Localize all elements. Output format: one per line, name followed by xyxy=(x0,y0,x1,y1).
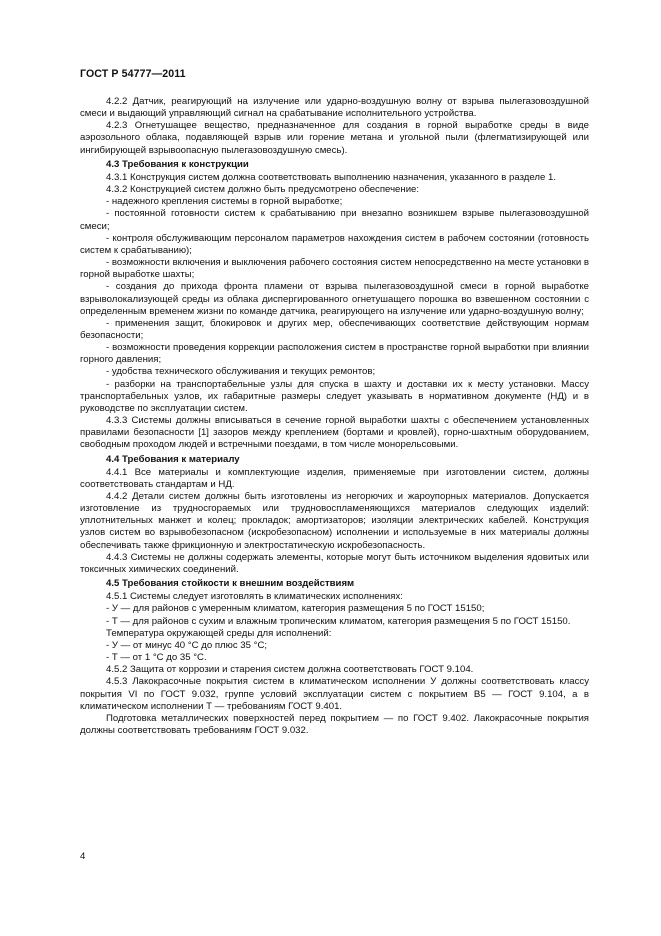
list-item: - У — от минус 40 °С до плюс 35 °С; xyxy=(106,639,268,651)
section-heading-4-5: 4.5 Требования стойкости к внешним воздействиям xyxy=(106,578,355,590)
paragraph-4-3-2: 4.3.2 Конструкцией систем должно быть предусмотрено обеспечение: xyxy=(106,184,420,196)
list-item: - возможности проведения коррекции расположения систем в пространстве горной выработки при влиянии горного давления; xyxy=(80,342,589,366)
paragraph-4-4-2: 4.4.2 Детали систем должны быть изготовлены из негорючих и жароупорных материалов. Допускается изготовление из трудносгораемых или трудновоспламеняющихся материалов следующих изделий: уплотнительных манжет и колец; прокладок; амортизаторов; изоляции электрических кабелей. Конструкция узлов систем во взрывобезопасном (искробезопасном) исполнении и используемые в них материалы должны обеспечивать также фрикционную и электростатическую искробезопасность. xyxy=(80,491,589,551)
paragraph-4-3-1: 4.3.1 Конструкция систем должна соответствовать выполнению назначения, указанного в разделе 1. xyxy=(106,171,557,183)
list-item: - удобства технического обслуживания и текущих ремонтов; xyxy=(106,366,376,378)
section-heading-4-4: 4.4 Требования к материалу xyxy=(106,453,240,465)
paragraph-4-4-1: 4.4.1 Все материалы и комплектующие изделия, применяемые при изготовлении систем, должны соответствовать стандартам и НД. xyxy=(80,466,589,490)
paragraph-4-5-2: 4.5.2 Защита от коррозии и старения систем должна соответствовать ГОСТ 9.104. xyxy=(106,664,474,676)
paragraph-4-2-2: 4.2.2 Датчик, реагирующий на излучение или ударно-воздушную волну от взрыва пылегазовоздушной смеси и выдающий управляющий сигнал на срабатывание исполнительного устройства. xyxy=(80,96,589,120)
paragraph-4-4-3: 4.4.3 Системы не должны содержать элементы, которые могут быть источником выделения ядовитых или токсичных химических соединений. xyxy=(80,551,589,575)
list-item: - У — для районов с умеренным климатом, категория размещения 5 по ГОСТ 15150; xyxy=(106,603,485,615)
document-body xyxy=(80,96,589,737)
paragraph-4-2-3: 4.2.3 Огнетушащее вещество, предназначенное для создания в горной выработке среды в виде аэрозольного облака, подавляющей взрыв или горение метана и угольной пыли (флегматизирующей или ингибирующей взрывоопасную пылегазовоздушную смесь). xyxy=(80,120,589,156)
paragraph-temperature: Температура окружающей среды для исполнений: xyxy=(106,627,332,639)
list-item: - Т — от 1 °С до 35 °С. xyxy=(106,652,207,664)
page-number: 4 xyxy=(80,851,86,862)
list-item: - надежного крепления системы в горной выработке; xyxy=(106,196,343,208)
paragraph-4-5-3: 4.5.3 Лакокрасочные покрытия систем в климатическом исполнении У должны соответствовать классу покрытия VI по ГОСТ 9.032, группе условий эксплуатации систем с покрытием В5 — ГОСТ 9.104, а в климатическом исполнении Т — требованиям ГОСТ 9.401. xyxy=(80,676,589,712)
list-item: - постоянной готовности систем к срабатыванию при внезапно возникшем взрыве пылегазовоздушной смеси; xyxy=(80,208,589,232)
list-item: - применения защит, блокировок и других мер, обеспечивающих соответствие действующим нормам безопасности; xyxy=(80,317,589,341)
list-item: - Т — для районов с сухим и влажным тропическим климатом, категория размещения 5 по ГОСТ 15150. xyxy=(106,615,571,627)
document-header: ГОСТ Р 54777—2011 xyxy=(80,68,186,80)
paragraph-surface-prep: Подготовка металлических поверхностей перед покрытием — по ГОСТ 9.402. Лакокрасочные покрытия должны соответствовать требованиям ГОСТ 9.032. xyxy=(80,712,589,736)
list-item: - контроля обслуживающим персоналом параметров нахождения систем в рабочем состоянии (готовность систем к срабатыванию); xyxy=(80,232,589,256)
paragraph-4-3-3: 4.3.3 Системы должны вписываться в сечение горной выработки шахты с обеспечением установленных правилами безопасности [1] зазоров между креплением (бортами и кровлей), горно-шахтным оборудованием, свободным проходом людей и встречными поездами, в том числе монорельсовыми. xyxy=(80,415,589,451)
list-item: - разборки на транспортабельные узлы для спуска в шахту и доставки их к месту установки. Массу транспортабельных узлов, их габаритные размеры следует указывать в нормативном документе (НД) и в руководстве по эксплуатации систем. xyxy=(80,378,589,414)
section-heading-4-3: 4.3 Требования к конструкции xyxy=(106,158,249,170)
list-item: - возможности включения и выключения рабочего состояния систем непосредственно на месте установки в горной выработке шахты; xyxy=(80,257,589,281)
paragraph-4-5-1: 4.5.1 Системы следует изготовлять в климатических исполнениях: xyxy=(106,591,403,603)
list-item: - создания до прихода фронта пламени от взрыва пылегазовоздушной смеси в горной выработке взрыволокализующей среды из облака диспергированного огнетушащего порошка во взвешенном состоянии с определенным временем жизни по команде датчика, реагирующего на излучение или ударно-воздушную волну; xyxy=(80,281,589,317)
